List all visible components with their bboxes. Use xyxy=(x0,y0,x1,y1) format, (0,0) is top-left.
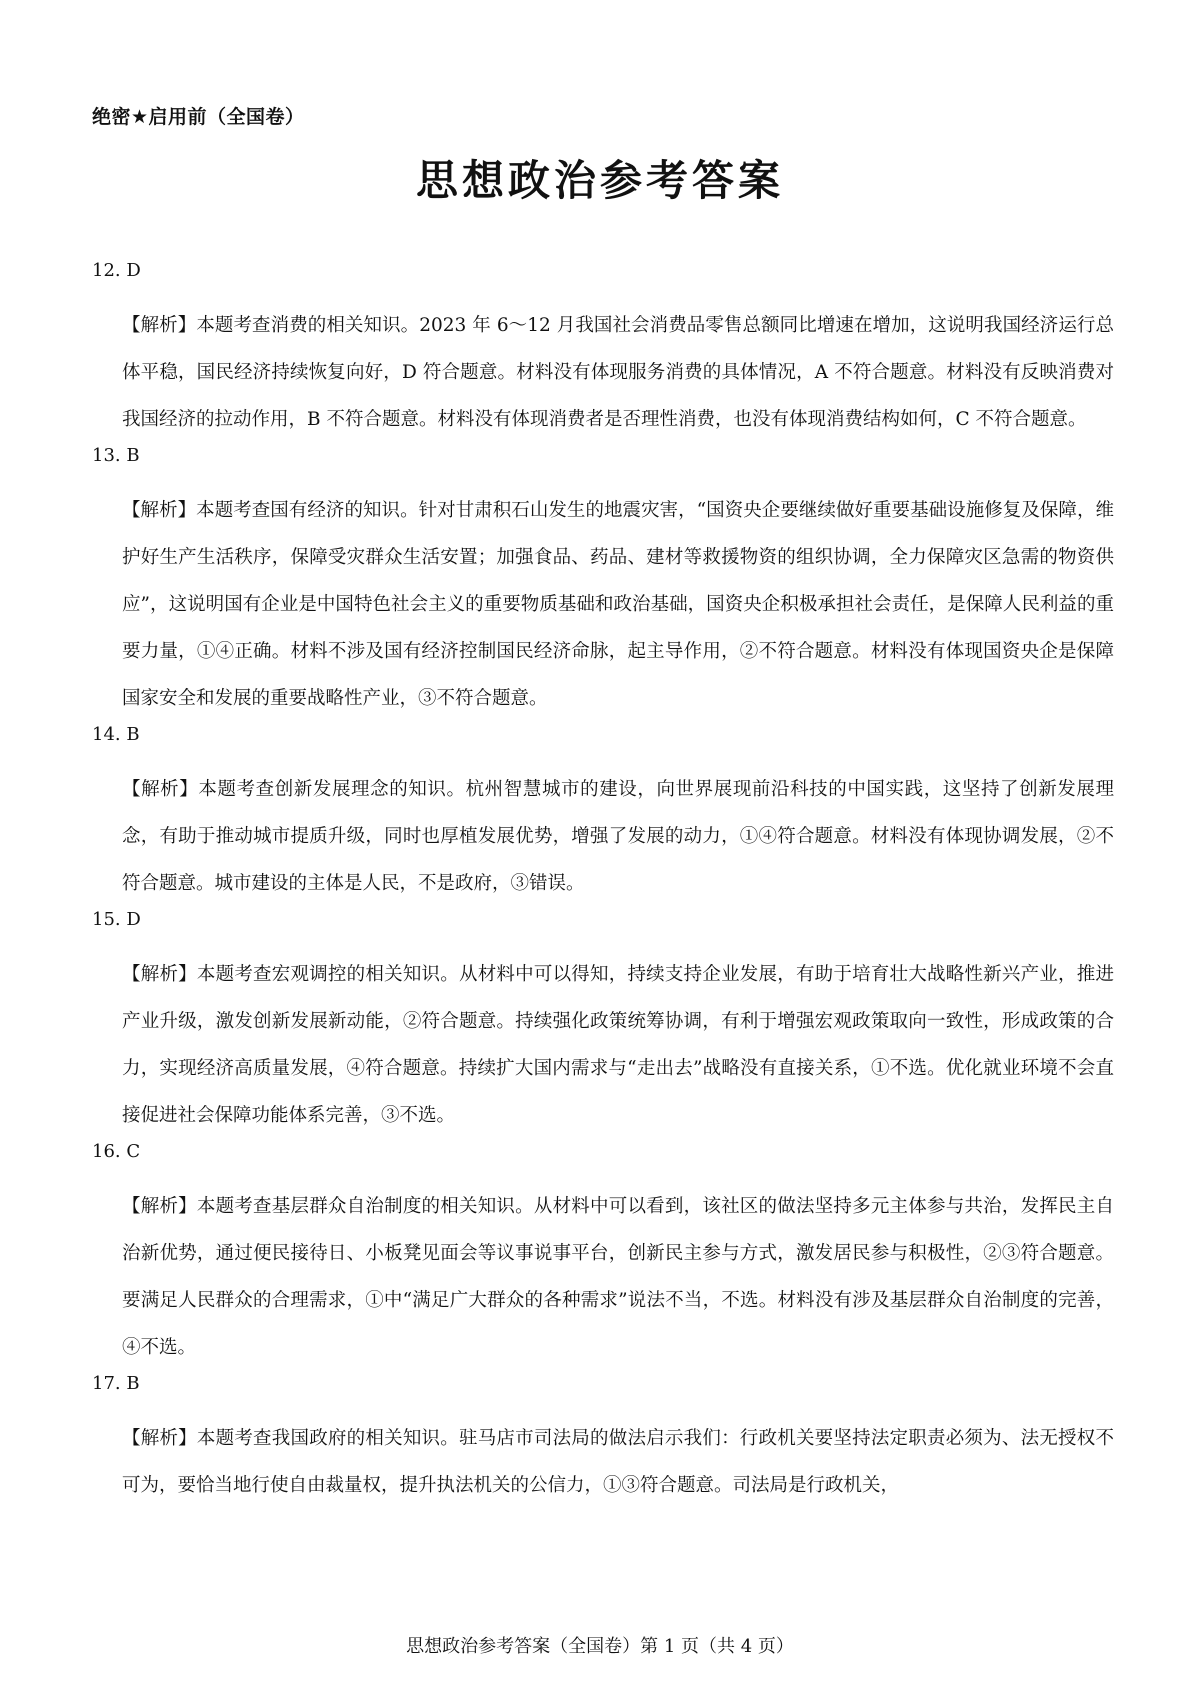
page-title: 思想政治参考答案 xyxy=(415,156,784,205)
question-answer: 13. B xyxy=(92,445,140,466)
analysis-tag: 【解析】 xyxy=(122,500,197,521)
question-answer: 15. D xyxy=(92,909,141,930)
question-answer: 16. C xyxy=(92,1141,141,1162)
analysis-text: 本题考查基层群众自治制度的相关知识。从材料中可以看到，该社区的做法坚持多元主体参与共治，发挥民主自治新优势，通过便民接待日、小板凳见面会等议事说事平台，创新民主参与方式，激发居民参与积极性，②③符合题意。要满足人民群众的合理需求，①中“满足广大群众的各种需求”说法不当，不选。材料没有涉及基层群众自治制度的完善，④不选。 xyxy=(122,1196,1114,1358)
analysis-text: 本题考查国有经济的知识。针对甘肃积石山发生的地震灾害，“国资央企要继续做好重要基础设施修复及保障，维护好生产生活秩序，保障受灾群众生活安置；加强食品、药品、建材等救援物资的组织协调，全力保障灾区急需的物资供应”，这说明国有企业是中国特色社会主义的重要物质基础和政治基础，国资央企积极承担社会责任，是保障人民利益的重要力量，①④正确。材料不涉及国有经济控制国民经济命脉，起主导作用，②不符合题意。材料没有体现国资央企是保障国家安全和发展的重要战略性产业，③不符合题意。 xyxy=(122,500,1114,709)
question-analysis xyxy=(92,1183,1114,1371)
question-14 xyxy=(92,722,1114,907)
analysis-text: 本题考查宏观调控的相关知识。从材料中可以得知，持续支持企业发展，有助于培育壮大战略性新兴产业，推进产业升级，激发创新发展新动能，②符合题意。持续强化政策统筹协调，有利于增强宏观政策取向一致性，形成政策的合力，实现经济高质量发展，④符合题意。持续扩大国内需求与“走出去”战略没有直接关系，①不选。优化就业环境不会直接促进社会保障功能体系完善，③不选。 xyxy=(122,964,1114,1126)
question-12 xyxy=(92,258,1114,443)
question-analysis xyxy=(92,951,1114,1139)
analysis-text: 本题考查创新发展理念的知识。杭州智慧城市的建设，向世界展现前沿科技的中国实践，这坚持了创新发展理念，有助于推动城市提质升级，同时也厚植发展优势，增强了发展的动力，①④符合题意。材料没有体现协调发展，②不符合题意。城市建设的主体是人民，不是政府，③错误。 xyxy=(122,779,1114,894)
question-answer: 12. D xyxy=(92,260,141,281)
analysis-tag: 【解析】 xyxy=(122,315,197,336)
question-analysis xyxy=(92,487,1114,722)
question-13 xyxy=(92,443,1114,722)
question-analysis xyxy=(92,766,1114,907)
analysis-tag: 【解析】 xyxy=(122,964,197,985)
analysis-tag: 【解析】 xyxy=(122,779,199,800)
question-17 xyxy=(92,1371,1114,1509)
confidential-label: 绝密★启用前（全国卷） xyxy=(92,106,305,128)
question-analysis xyxy=(92,1415,1114,1509)
answers-list xyxy=(92,258,1114,1509)
question-answer: 17. B xyxy=(92,1373,140,1394)
question-answer: 14. B xyxy=(92,724,140,745)
analysis-tag: 【解析】 xyxy=(122,1196,197,1217)
page-footer: 思想政治参考答案（全国卷）第 1 页（共 4 页） xyxy=(406,1636,794,1657)
analysis-text: 本题考查消费的相关知识。2023 年 6～12 月我国社会消费品零售总额同比增速在增加，这说明我国经济运行总体平稳，国民经济持续恢复向好，D 符合题意。材料没有体现服务消费的具体情况，A 不符合题意。材料没有反映消费对我国经济的拉动作用，B 不符合题意。材料没有体现消费者是否理性消费，也没有体现消费结构如何，C 不符合题意。 xyxy=(122,315,1114,430)
analysis-tag: 【解析】 xyxy=(122,1428,197,1449)
question-15 xyxy=(92,907,1114,1139)
question-16 xyxy=(92,1139,1114,1371)
analysis-text: 本题考查我国政府的相关知识。驻马店市司法局的做法启示我们：行政机关要坚持法定职责必须为、法无授权不可为，要恰当地行使自由裁量权，提升执法机关的公信力，①③符合题意。司法局是行政机关， xyxy=(122,1428,1114,1496)
question-analysis xyxy=(92,302,1114,443)
